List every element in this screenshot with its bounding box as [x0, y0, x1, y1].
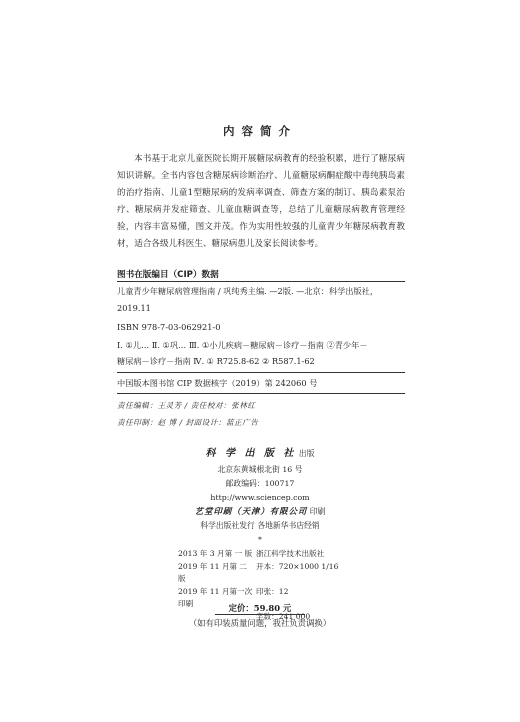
cip-classification-line-2: 糖尿病－诊疗－指南 Ⅳ. ① R725.8-62 ② R587.1-62	[117, 356, 315, 366]
edition-cell: 浙江科学技术出版社	[256, 549, 325, 558]
edition-row	[178, 548, 388, 561]
distributor-line: 科学出版社发行 各地新华书店经销	[200, 521, 320, 530]
price: 定价：59.80 元	[228, 603, 292, 613]
publisher-address: 北京东黄城根北街 16 号	[217, 465, 303, 474]
edition-cell: 开本：720×1000 1/16	[256, 561, 339, 571]
cip-data-number: 中国版本图书馆 CIP 数据核字（2019）第 242060 号	[117, 378, 318, 388]
edition-cell: 印张：12	[256, 586, 289, 596]
edition-cell: 2019 年 11 月第 二 版	[178, 561, 248, 583]
publisher-line	[0, 448, 520, 459]
separator-star: *	[258, 535, 262, 544]
publisher-website: http://www.sciencep.com	[210, 493, 310, 502]
edition-cell: 2013 年 3 月第 一 版	[178, 549, 253, 558]
cip-mid-rule	[117, 372, 405, 373]
summary-title: 内容简介	[223, 124, 297, 138]
cip-book-line: 儿童青少年糖尿病管理指南 / 巩纯秀主编. —2版. —北京：科学出版社，	[117, 286, 379, 296]
cip-year-line: 2019.11	[117, 303, 151, 313]
printer-name: 艺堂印刷（天津）有限公司	[194, 506, 308, 516]
edition-cell: 2019 年 11 月第一次印刷	[178, 586, 253, 608]
cip-heading: 图书在版编目（CIP）数据	[117, 270, 219, 280]
publisher-suffix: 出版	[298, 449, 315, 458]
edition-cell: 字数：241 000	[256, 611, 311, 621]
quality-notice: （如有印装质量问题，我社负责调换）	[188, 618, 332, 628]
editor-credits-line-2: 责任印制：赵 博 / 封面设计：蓝正广告	[117, 418, 259, 427]
price-rule	[215, 614, 305, 615]
printer-line	[0, 506, 520, 517]
publisher-postcode: 邮政编码：100717	[225, 479, 295, 488]
publisher-name: 科 学 出 版 社	[205, 448, 297, 459]
cip-bottom-rule	[117, 393, 405, 394]
cip-isbn: ISBN 978-7-03-062921-0	[117, 322, 221, 332]
cip-classification-line-1: Ⅰ. ①儿… Ⅱ. ①巩… Ⅲ. ①小儿疾病－糖尿病－诊疗－指南 ②青少年－	[117, 340, 368, 350]
printer-suffix: 印刷	[309, 507, 326, 516]
cip-top-rule	[117, 281, 405, 282]
edition-row	[178, 561, 388, 586]
editor-credits-line-1: 责任编辑：王灵芳 / 责任校对：张林红	[117, 401, 256, 410]
summary-paragraph: 本书基于北京儿童医院长期开展糖尿病教育的经验积累，进行了糖尿病知识讲解。全书内容包含糖尿病诊断治疗、儿童糖尿病酮症酸中毒纯胰岛素的治疗指南、儿童1型糖尿病的发病率调查、筛查方案的制订、胰岛素泵治疗、糖尿病并发症筛查、儿童血糖调查等，总结了儿童糖尿病教育管理经验，内容丰富易懂，图文并茂。作为实用性较强的儿童青少年糖尿病教育教材，适合各级儿科医生、糖尿病患儿及家长阅读参考。	[117, 154, 405, 249]
